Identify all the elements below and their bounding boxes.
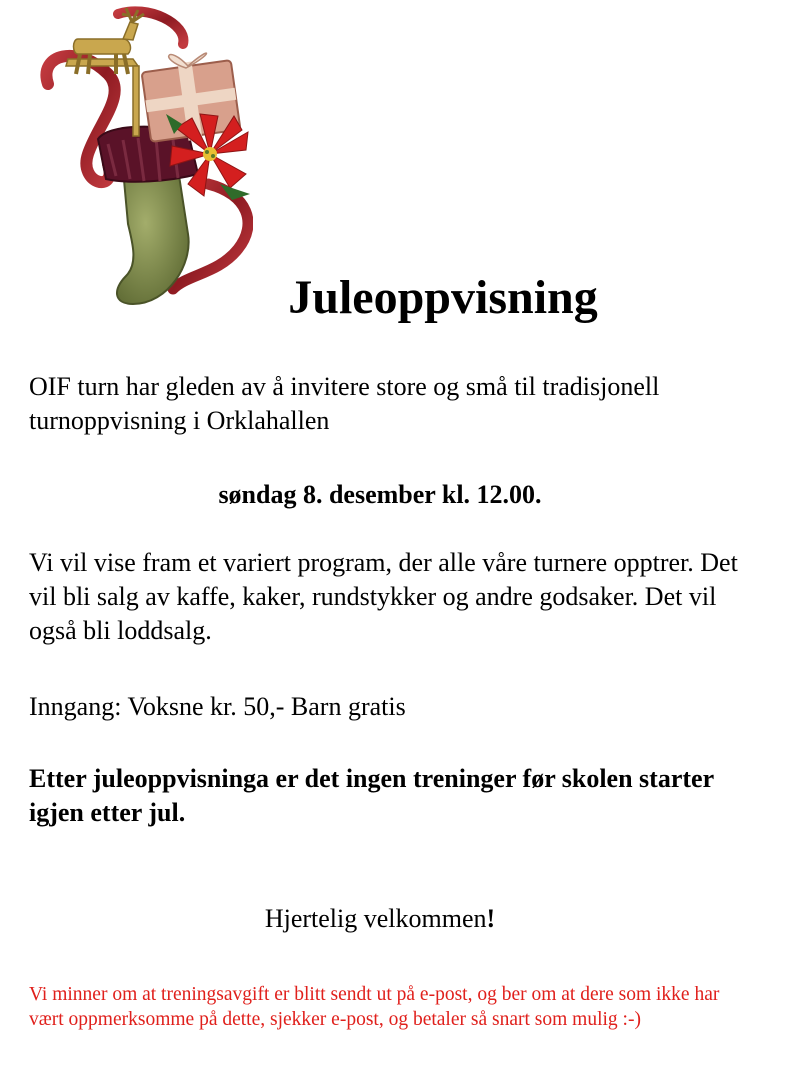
event-date: søndag 8. desember kl. 12.00. [218, 480, 542, 509]
intro-paragraph: OIF turn har gleden av å invitere store og små til tradisjonell turnoppvisning i Orklahallen [29, 372, 660, 435]
program-paragraph: Vi vil vise fram et variert program, der alle våre turnere opptrer. Det vil bli salg av kaffe, kaker, rundstykker og andre godsaker. Det vil også bli loddsalg. [29, 548, 738, 645]
payment-reminder: Vi minner om at treningsavgift er blitt sendt ut på e-post, og ber om at dere som ikke har vært oppmerksomme på dette, sjekker e-post, og betaler så snart som mulig :-) [29, 984, 720, 1030]
page-title: Juleoppvisning [288, 271, 598, 324]
training-notice: Etter juleoppvisninga er det ingen treninger før skolen starter igjen etter jul. [29, 764, 714, 827]
welcome-line [0, 902, 760, 936]
welcome-exclamation: ! [486, 904, 496, 933]
welcome-text: Hjertelig velkommen [264, 904, 487, 933]
admission-paragraph: Inngang: Voksne kr. 50,- Barn gratis [29, 692, 406, 721]
christmas-stocking-decoration-icon [38, 4, 253, 314]
